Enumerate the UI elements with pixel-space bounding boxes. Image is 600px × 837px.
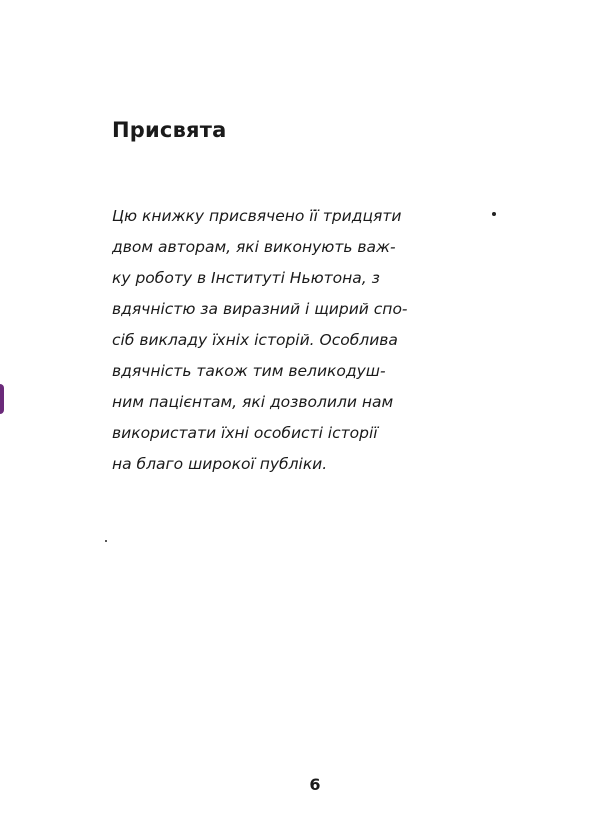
edge-mark bbox=[0, 384, 4, 414]
text-line: використати їхні особисті історії bbox=[112, 424, 378, 442]
text-line: вдячністю за виразний і щирий спо- bbox=[112, 300, 408, 318]
page-number: 6 bbox=[309, 775, 321, 794]
text-line: Цю книжку присвячено її тридцяти bbox=[112, 207, 402, 225]
text-line: сіб викладу їхніх історій. Особлива bbox=[112, 331, 398, 349]
page-title: Присвята bbox=[112, 118, 227, 142]
scan-speck bbox=[105, 540, 107, 542]
text-line: двом авторам, які виконують важ- bbox=[112, 238, 396, 256]
text-line: на благо широкої публіки. bbox=[112, 455, 328, 473]
scan-speck bbox=[492, 212, 496, 216]
dedication-text bbox=[112, 201, 412, 480]
text-line: ку роботу в Інституті Ньютона, з bbox=[112, 269, 380, 287]
text-line: вдячність також тим великодуш- bbox=[112, 362, 386, 380]
text-line: ним пацієнтам, які дозволили нам bbox=[112, 393, 394, 411]
